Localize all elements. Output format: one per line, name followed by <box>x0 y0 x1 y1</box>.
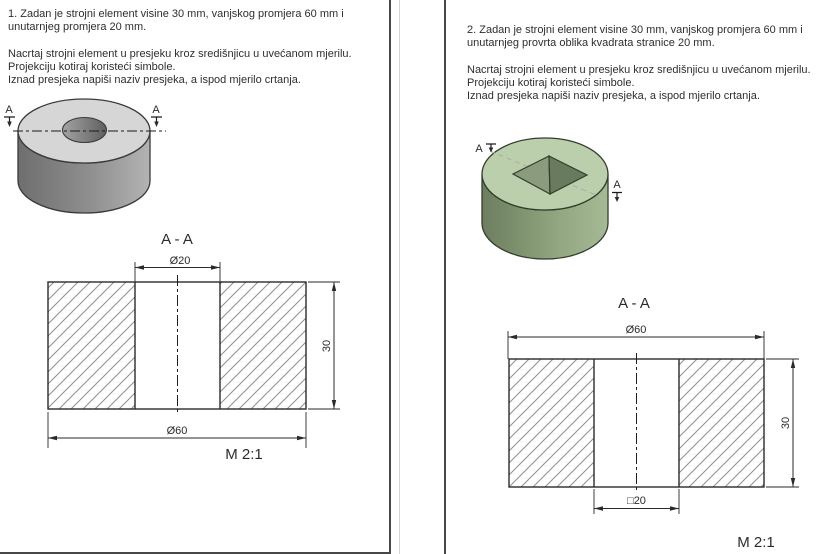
task-line: Iznad presjeka napiši naziv presjeka, a ispod mjerilo crtanja. <box>467 90 760 102</box>
cylinder-3d-view <box>475 138 622 259</box>
task-line: unutarnjeg provrta oblika kvadrata stranice 20 mm. <box>467 37 715 49</box>
dimension-height <box>766 359 799 487</box>
task-line: unutarnjeg promjera 20 mm. <box>8 21 147 33</box>
task-line: Iznad presjeka napiši naziv presjeka, a ispod mjerilo crtanja. <box>8 74 301 86</box>
section-arrow-left-icon <box>4 117 15 127</box>
cylinder-hole <box>63 118 107 143</box>
svg-text:Ø60: Ø60 <box>625 324 647 336</box>
section-label-left: A <box>5 104 13 116</box>
svg-text:30: 30 <box>321 339 333 353</box>
task-line: 1. Zadan je strojni element visine 30 mm, vanjskog promjera 60 mm i <box>8 8 344 20</box>
task-line: Projekciju kotiraj koristeći simbole. <box>467 77 635 89</box>
dimension-height <box>308 282 340 409</box>
page-edge-shadow <box>399 0 400 554</box>
section-view <box>508 295 799 551</box>
scale-label: M 2:1 <box>737 534 775 551</box>
section-label-left: A <box>475 143 483 155</box>
dimension-hole <box>594 489 679 514</box>
section-label-right: A <box>613 179 621 191</box>
section-arrow-right-icon <box>612 193 622 203</box>
page-task1 <box>0 0 391 554</box>
section-title: A - A <box>161 231 193 248</box>
section-arrow-left-icon <box>486 144 496 153</box>
dimension-outer <box>48 412 306 448</box>
hatch-left <box>509 359 594 487</box>
svg-text:Ø20: Ø20 <box>169 255 191 267</box>
svg-text:30: 30 <box>780 416 792 430</box>
section-arrow-right-icon <box>151 117 162 127</box>
page-task2 <box>444 0 828 554</box>
svg-text:□20: □20 <box>627 495 646 507</box>
hatch-left <box>48 282 135 409</box>
hatch-right <box>220 282 306 409</box>
hatch-right <box>679 359 764 487</box>
svg-text:Ø60: Ø60 <box>166 425 188 437</box>
task-line: Nacrtaj strojni element u presjeku kroz središnjicu u uvećanom mjerilu. <box>8 48 352 60</box>
section-view <box>48 231 340 463</box>
task-line: Nacrtaj strojni element u presjeku kroz središnjicu u uvećanom mjerilu. <box>467 64 811 76</box>
section-label-right: A <box>152 104 160 116</box>
task-line: Projekciju kotiraj koristeći simbole. <box>8 61 176 73</box>
scale-label: M 2:1 <box>225 446 263 463</box>
cylinder-3d-view <box>4 99 166 213</box>
task-line: 2. Zadan je strojni element visine 30 mm, vanjskog promjera 60 mm i <box>467 24 803 36</box>
task1-text <box>8 8 352 87</box>
section-title: A - A <box>618 295 650 312</box>
task2-text <box>467 24 811 103</box>
